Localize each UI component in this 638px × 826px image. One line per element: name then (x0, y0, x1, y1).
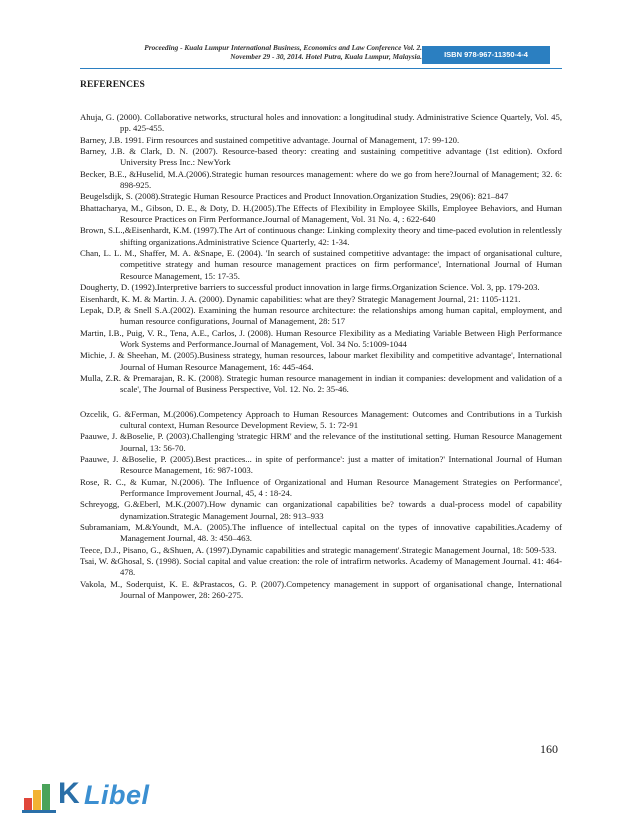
reference-entry: Becker, B.E., &Huselid, M.A.(2006).Strategic human resources management: where do we go from here?Journal of Management; 32. 6: 898-925. (80, 168, 562, 191)
reference-entry: Bhattacharya, M., Gibson, D. E., & Doty, D. H.(2005).The Effects of Flexibility in Employee Skills, Employee Behaviors, and Human Resource Practices on Firm Performance.Journal of Management, Vol. 31 No. 4, : 622-640 (80, 202, 562, 225)
page-number: 160 (540, 742, 558, 756)
logo-mark-icon (22, 776, 62, 816)
reference-entry: Chan, L. L. M., Shaffer, M. A. &Snape, E. (2004). 'In search of sustained competitive advantage: the impact of organisational culture, competitive strategy and human resource management practices on firm performance', International Journal of Human Resource Management, 15: 17-35. (80, 248, 562, 281)
reference-entry: Beugelsdijk, S. (2008).Strategic Human Resource Practices and Product Innovation.Organization Studies, 29(06): 821–847 (80, 191, 509, 202)
reference-entry: Paauwe, J. &Boselie, P. (2003).Challenging 'strategic HRM' and the relevance of the institutional setting. Human Resource Management Journal, 13: 56-70. (80, 431, 562, 453)
reference-entry: Tsai, W. &Ghosal, S. (1998). Social capital and value creation: the role of intrafirm networks. Academy of Management Journal. 41: 464-478. (80, 556, 562, 578)
reference-entry: Schreyogg, G.&Eberl, M.K.(2007).How dynamic can organizational capabilities be? towards a dual-process model of capability dynamization.Strategic Management Journal, 28: 913–933 (80, 499, 562, 521)
conference-info (144, 43, 422, 61)
references-heading: REFERENCES (80, 80, 145, 90)
reference-entry: Brown, S.L.,&Eisenhardt, K.M. (1997).The Art of continuous change: Linking complexity theory and time-paced evolution in relentlessly shifting organizations.Administrative Science Quarterly, 42: 1-34. (80, 225, 562, 247)
reference-entry: Rose, R. C., & Kumar, N.(2006). The Influence of Organizational and Human Resource Management Strategies on Performance', Performance Improvement Journal, 45, 4 : 18-24. (80, 476, 562, 498)
reference-entry: Barney, J.B. 1991. Firm resources and sustained competitive advantage. Journal of Management, 17: 99-120. (80, 134, 460, 145)
conference-line-1: Proceeding - Kuala Lumpur International Business, Economics and Law Conference Vol. 2. (144, 43, 422, 52)
reference-entry: Mulla, Z.R. & Premarajan, R. K. (2008). Strategic human resource management in indian it companies: development and validation of a scale', The Journal of Business Perspective, Vol. 12. No. 2: 35-46. (80, 372, 562, 395)
isbn-badge: ISBN 978-967-11350-4-4 (422, 46, 550, 64)
reference-entry: Subramaniam, M.&Youndt, M.A. (2005).The influence of intellectual capital on the types of innovative capabilities.Academy of Management Journal, 48. 3: 450–463. (80, 522, 562, 544)
reference-entry: Barney, J.B. & Clark, D. N. (2007). Resource-based theory: creating and sustaining competitive advantage (1st edition). Oxford University Press Inc.: NewYork (80, 146, 562, 168)
reference-entry: Ahuja, G. (2000). Collaborative networks, structural holes and innovation: a longitudinal study. Administrative Science Quartely, Vol. 45, pp. 425-455. (80, 112, 562, 134)
klibel-logo (22, 776, 182, 818)
conference-line-2: November 29 - 30, 2014. Hotel Putra, Kuala Lumpur, Malaysia. (230, 52, 422, 61)
reference-entry: Michie, J. & Sheehan, M. (2005).Business strategy, human resources, labour market flexibility and competitive advantage', International Journal of Human Resource Management, 16: 445-464. (80, 350, 562, 372)
reference-entry: Dougherty, D. (1992).Interpretive barriers to successful product innovation in large firms.Organization Science. Vol. 3, pp. 179-203. (80, 282, 540, 293)
page-header (80, 43, 560, 65)
reference-entry: Paauwe, J. &Boselie, P. (2005).Best practices... in spite of performance': just a matter of imitation?' International Journal of Human Resource Management, 16: 987-1003. (80, 453, 562, 476)
header-divider (80, 68, 562, 69)
reference-entry: Eisenhardt, K. M. & Martin. J. A. (2000). Dynamic capabilities: what are they? Strategic Management Journal, 21: 1105-1121. (80, 293, 521, 304)
reference-entry: Vakola, M., Soderquist, K. E. &Prastacos, G. P. (2007).Competency management in support of organisational change, International Journal of Manpower, 28: 260-275. (80, 578, 562, 601)
logo-k-letter: K (58, 777, 80, 810)
reference-entry: Teece, D.J., Pisano, G., &Shuen, A. (1997).Dynamic capabilities and strategic management'.Strategic Management Journal, 18: 509-533. (80, 544, 557, 555)
reference-list (80, 100, 562, 601)
reference-entry: Lepak, D.P, & Snell S.A.(2002). Examining the human resource architecture: the relationships among human capital, employment, and human resource configurations, Journal of Management, 28: 517 (80, 304, 562, 327)
logo-text: Libel (84, 780, 150, 810)
reference-entry: Martin, I.B., Puig, V. R., Tena, A.E., Carlos, J. (2008). Human Resource Flexibility as a Mediating Variable Between High Performance Work Systems and Performance.Journal of Management, Vol. 34 No. 5:1009-1044 (80, 327, 562, 349)
reference-entry: Ozcelik, G. &Ferman, M.(2006).Competency Approach to Human Resources Management: Outcomes and Contributions in a Turkish cultural context, Human Resource Development Review, 5. 1: 72-91 (80, 408, 562, 430)
